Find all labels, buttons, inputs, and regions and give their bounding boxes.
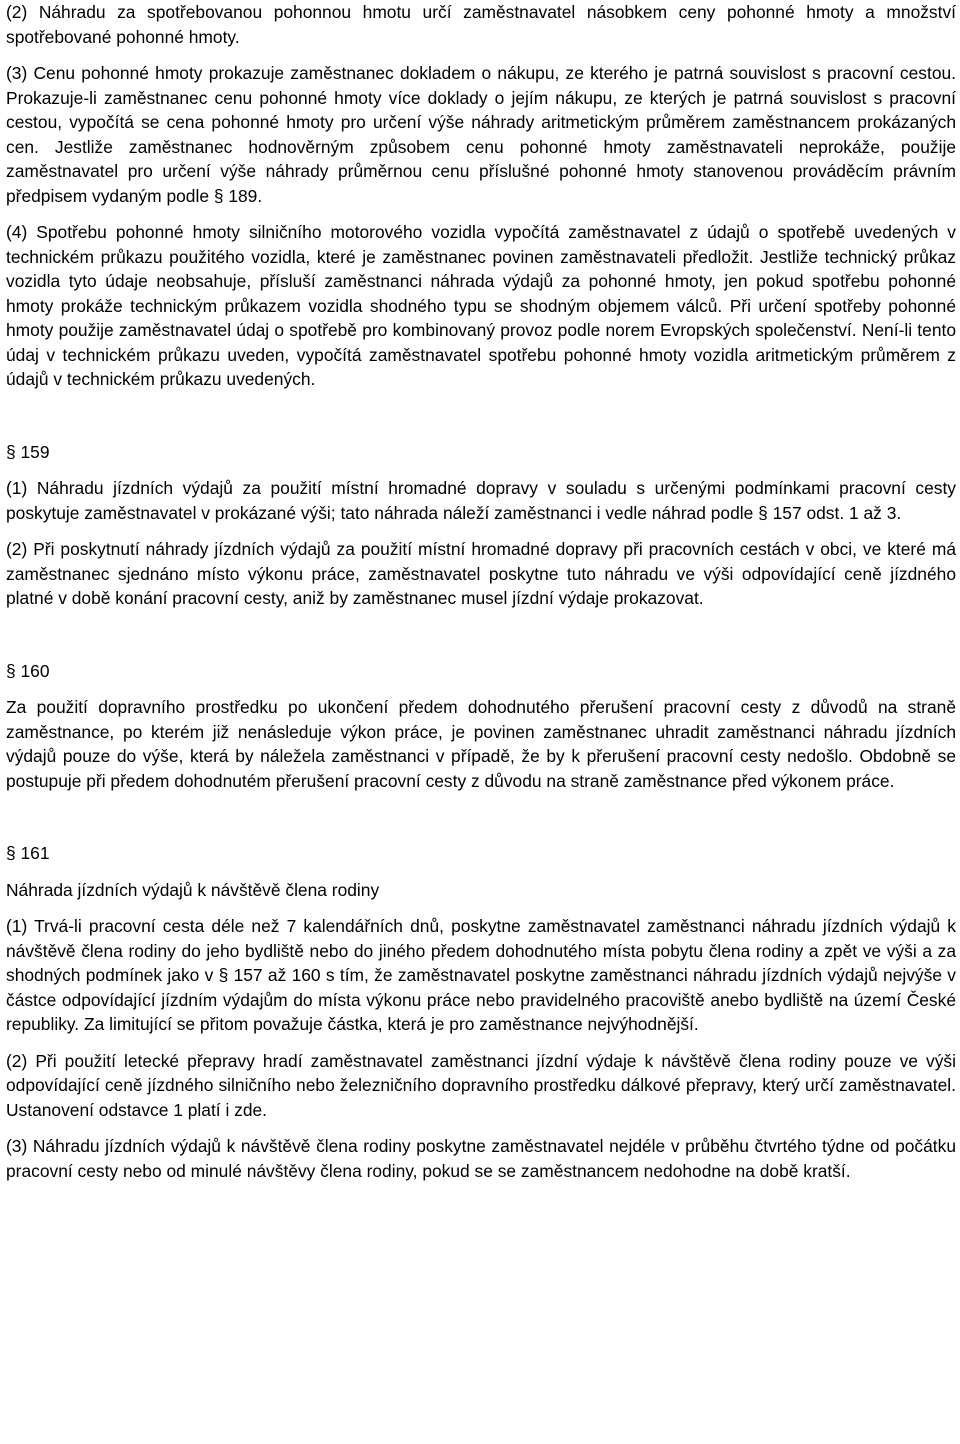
section-heading-161: § 161 [6, 843, 50, 863]
paragraph-161-2: (2) Při použití letecké přepravy hradí zaměstnavatel zaměstnanci jízdní výdaje k návštěvě člena rodiny pouze ve výši odpovídající ceně jízdného silničního nebo železničního dopravního prostředku dálkové přepravy, který určí zaměstnavatel. Ustanovení odstavce 1 platí i zde. [6, 1050, 956, 1120]
section-heading-160: § 160 [6, 660, 50, 681]
section-title-161: Náhrada jízdních výdajů k návštěvě člena rodiny [6, 879, 380, 900]
paragraph-159-1: (1) Náhradu jízdních výdajů za použití místní hromadné dopravy v souladu s určenými podmínkami pracovní cesty poskytuje zaměstnavatel v prokázané výši; tato náhrada náleží zaměstnanci i vedle náhrad podle § 157 odst. 1 až 3. [6, 478, 956, 523]
paragraph-160: Za použití dopravního prostředku po ukončení předem dohodnutého přerušení pracovní cesty z důvodů na straně zaměstnance, po kterém již nenásleduje výkon práce, je povinen zaměstnanec uhradit zaměstnanci náhradu jízdních výdajů pouze do výše, která by náležela zaměstnanci v případě, že by k přerušení pracovní cesty nedošlo. Obdobně se postupuje při předem dohodnutém přerušení pracovní cesty z důvodu na straně zaměstnance před výkonem práce. [6, 697, 956, 791]
paragraph-fuel-consumption-4: (4) Spotřebu pohonné hmoty silničního motorového vozidla vypočítá zaměstnavatel z údajů o spotřebě uvedených v technickém průkazu použitého vozidla, které je zaměstnanec povinen zaměstnavateli předložit. Jestliže technický průkaz vozidla tyto údaje neobsahuje, přísluší zaměstnanci náhrada výdajů za pohonné hmoty, jen pokud spotřebu pohonné hmoty prokáže technickým průkazem vozidla shodného typu se shodným objemem válců. Při určení spotřeby pohonné hmoty použije zaměstnavatel údaj o spotřebě pro kombinovaný provoz podle norem Evropských společenství. Není-li tento údaj v technickém průkazu uveden, vypočítá zaměstnavatel spotřebu pohonné hmoty vozidla aritmetickým průměrem z údajů v technickém průkazu uvedených. [6, 222, 956, 389]
section-heading-159: § 159 [6, 441, 50, 462]
paragraph-161-1: (1) Trvá-li pracovní cesta déle než 7 kalendářních dnů, poskytne zaměstnavatel zaměstnanci náhradu jízdních výdajů k návštěvě člena rodiny do jeho bydliště nebo do jiného předem dohodnutého místa pobytu člena rodiny a zpět ve výši a za shodných podmínek jako v § 157 až 160 s tím, že zaměstnavatel poskytne zaměstnanci náhradu jízdních výdajů nejvýše v částce odpovídající jízdním výdajům do místa výkonu práce nebo pravidelného pracoviště anebo bydliště na území České republiky. Za limitující se přitom považuje částka, která je pro zaměstnance nejvýhodnější. [6, 916, 956, 1034]
paragraph-161-3: (3) Náhradu jízdních výdajů k návštěvě člena rodiny poskytne zaměstnavatel nejdéle v průběhu čtvrtého týdne od počátku pracovní cesty nebo od minulé návštěvy člena rodiny, pokud se se zaměstnancem nedohodne na době kratší. [6, 1136, 956, 1181]
paragraph-fuel-price-2: (2) Náhradu za spotřebovanou pohonnou hmotu určí zaměstnavatel násobkem ceny pohonné hmoty a množství spotřebované pohonné hmoty. [6, 2, 956, 47]
paragraph-fuel-price-3: (3) Cenu pohonné hmoty prokazuje zaměstnanec dokladem o nákupu, ze kterého je patrná souvislost s pracovní cestou. Prokazuje-li zaměstnanec cenu pohonné hmoty více doklady o jejím nákupu, ze kterých je patrná souvislost s pracovní cestou, vypočítá se cena pohonné hmoty pro určení výše náhrady aritmetickým průměrem zaměstnancem prokázaných cen. Jestliže zaměstnanec hodnověrným způsobem cenu pohonné hmoty zaměstnavateli neprokáže, použije zaměstnavatel pro určení výše náhrady průměrnou cenu příslušné pohonné hmoty stanovenou prováděcím právním předpisem vydaným podle § 189. [6, 63, 956, 206]
paragraph-159-2: (2) Při poskytnutí náhrady jízdních výdajů za použití místní hromadné dopravy při pracovních cestách v obci, ve které má zaměstnanec sjednáno místo výkonu práce, zaměstnavatel poskytne tuto náhradu ve výši odpovídající ceně jízdného platné v době konání pracovní cesty, aniž by zaměstnanec musel jízdní výdaje prokazovat. [6, 539, 956, 608]
document-page [6, 0, 956, 1183]
